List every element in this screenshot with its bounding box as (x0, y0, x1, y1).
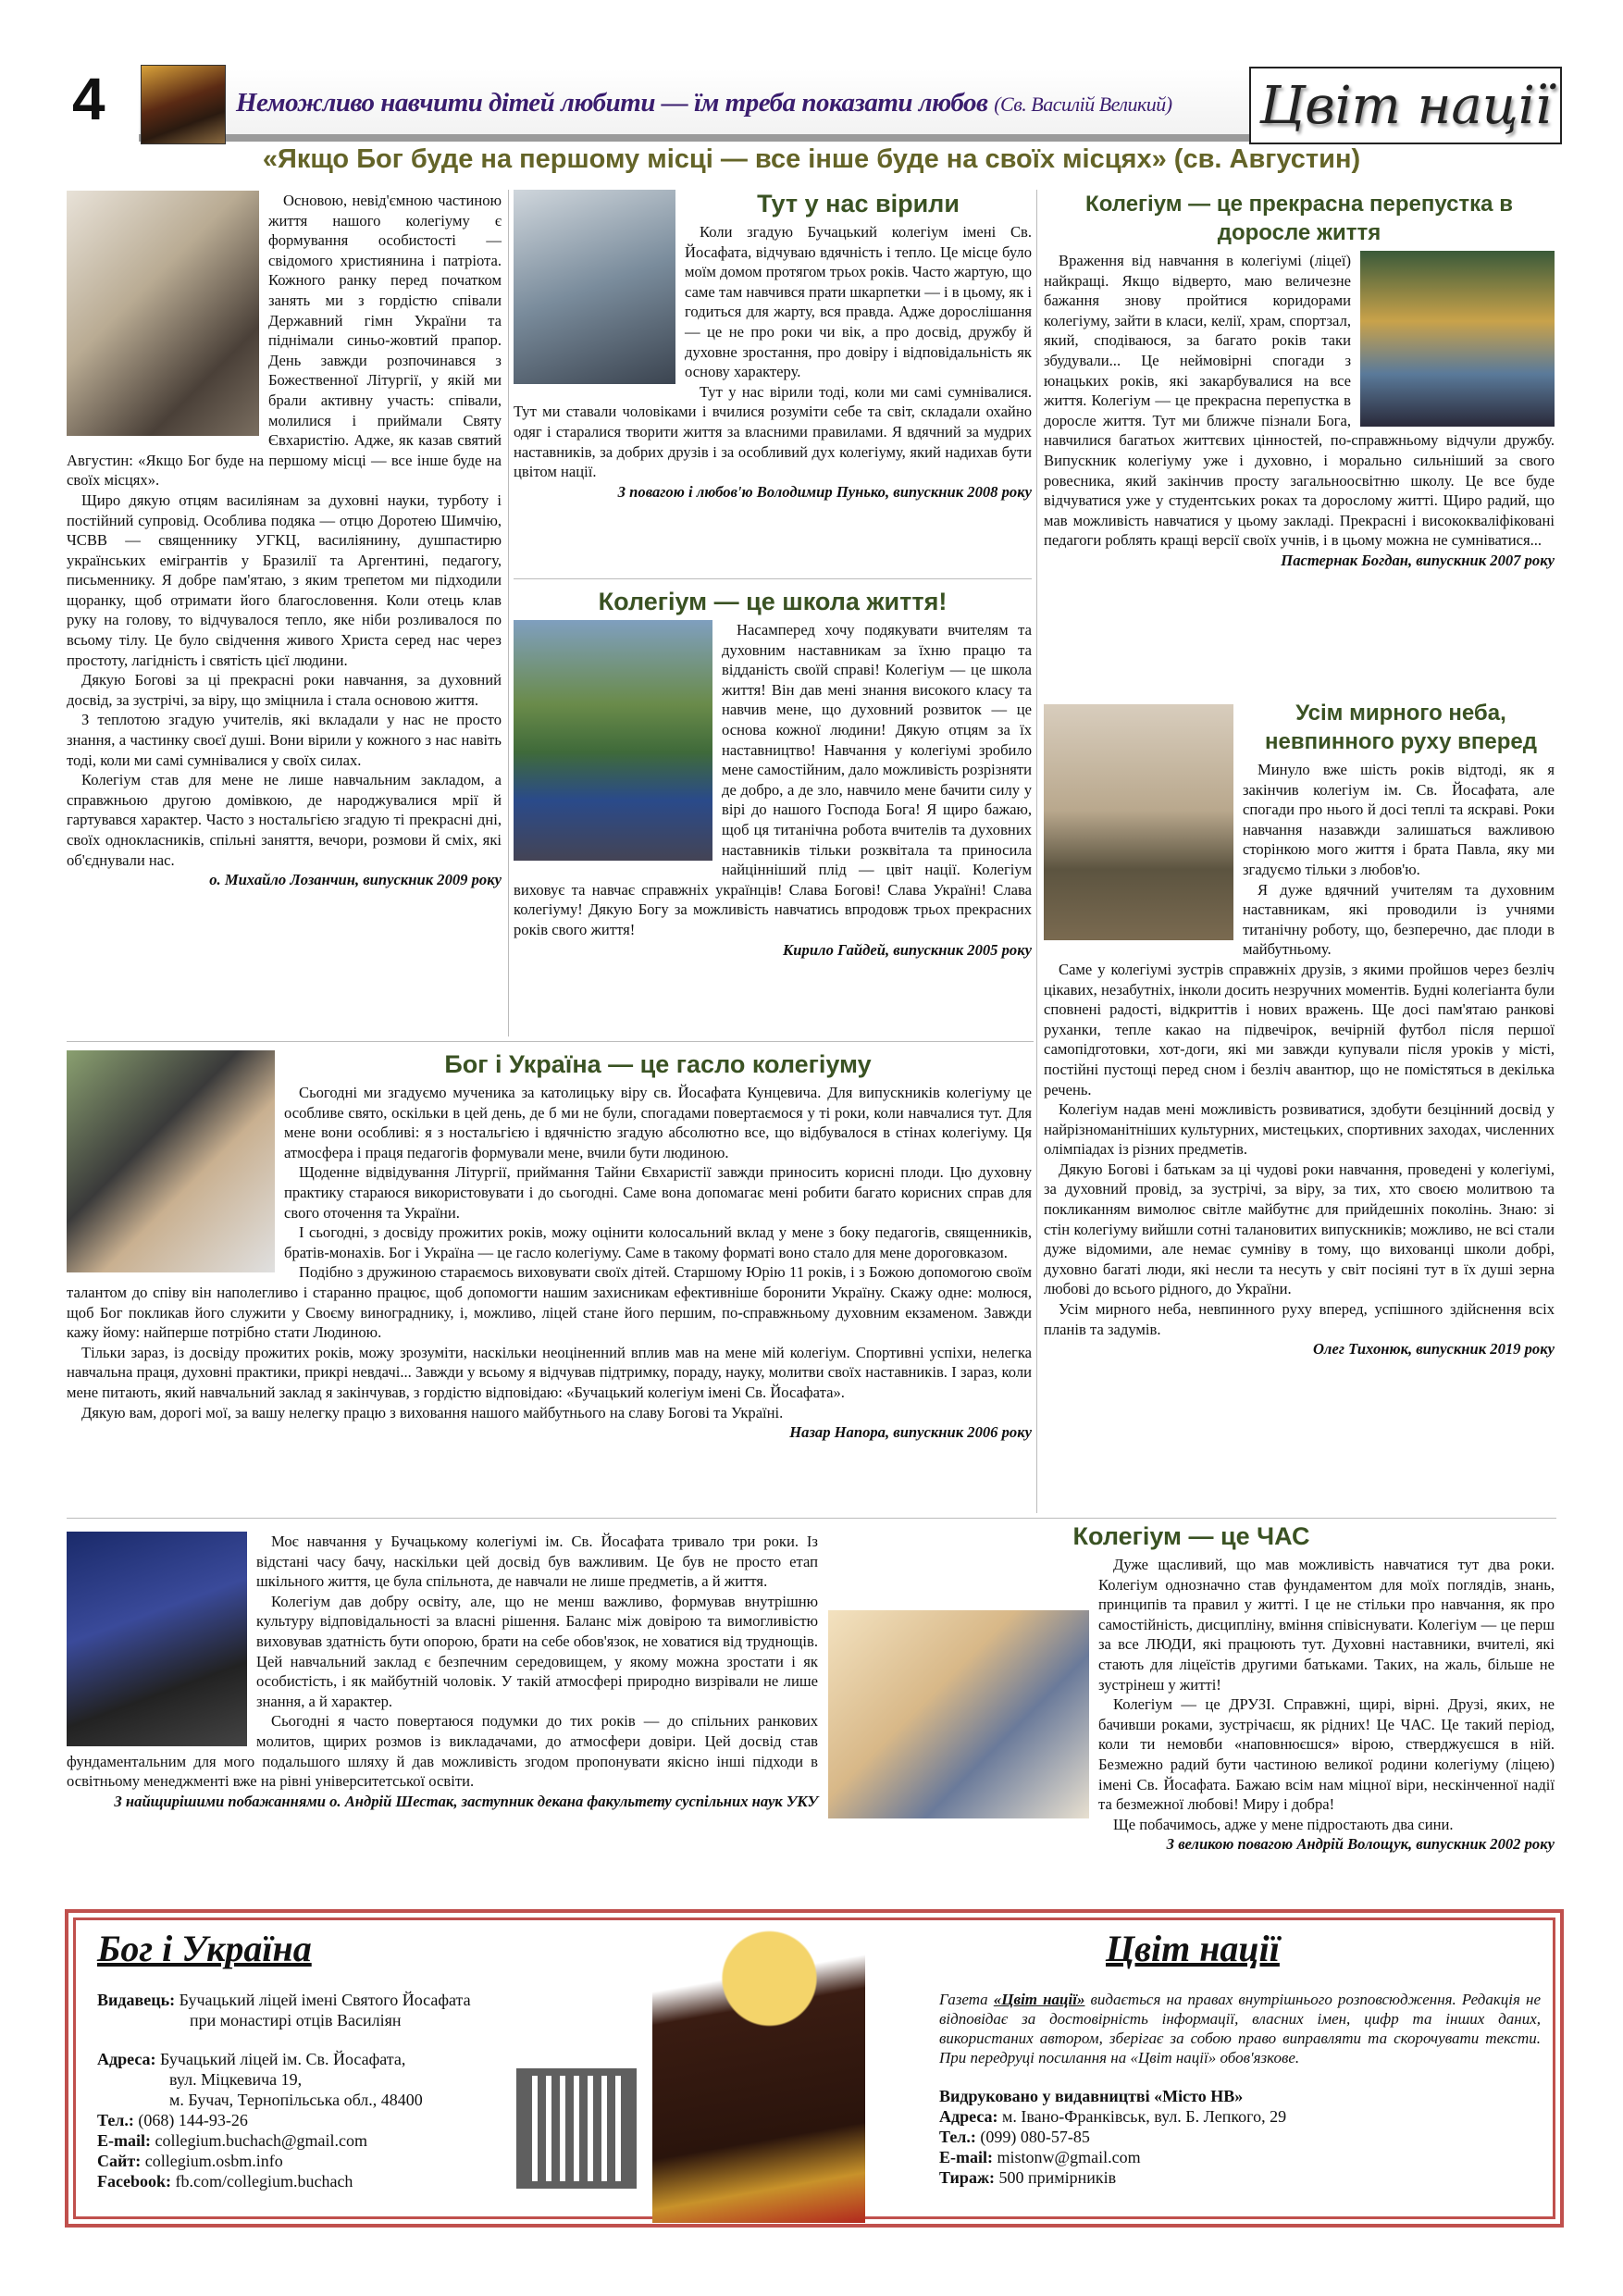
paragraph: Колегіум став для мене не лише навчальним закладом, а справжньою другою домівкою, де народжувалися мрії й гартувався характер. Часто з ностальгією згадую ті прекрасні дні, своїх однокласників, спільні заняття, вечори, розмови й сміх, які об'єднували нас. (67, 771, 502, 869)
disclaimer-text: видається на правах внутрішнього розповсюдження. Редакція не відповідає за достовірність інформації, власних імен, цифр та інших даних, використаних автором, зберігає за собою право виправляти та скорочувати тексти. При передруці посилання на «Цвіт нації» обов'язкове. (939, 1991, 1541, 2066)
paragraph: Дякую Богові за ці прекрасні роки навчання, за духовний досвід, за зустрічі, за віру, що зміцнила і стала основою життя. (67, 671, 502, 709)
label: Видавець: (97, 1991, 176, 2009)
article-voloshchuk (828, 1522, 1555, 1855)
label: E-mail: (97, 2131, 151, 2150)
label: Тел.: (97, 2111, 134, 2129)
label: Адреса: (97, 2050, 156, 2068)
motto-text: Неможливо навчити дітей любити — їм треба показати любов (236, 88, 988, 118)
publisher: Бучацький ліцей імені Святого Йосафата (179, 1991, 471, 2009)
byline: о. Михайло Лозанчин, випускник 2009 року (209, 871, 502, 889)
article-haidei (514, 588, 1032, 960)
email[interactable]: mistonw@gmail.com (997, 2148, 1141, 2166)
printer-name: Видруковано у видавництві «Місто НВ» (939, 2087, 1244, 2105)
paragraph: Щоденне відвідування Літургії, приймання Тайни Євхаристії завжди приносить корисні плоди. Цю духовну практику стараюся використовувати і до сьогодні. Саме вона допомагає мені робити багато корисних справ для свого оточення та України. (284, 1163, 1032, 1222)
paragraph: Подібно з дружиною стараємось виховувати своїх дітей. Старшому Юрію 11 років, і з Божою допомогою своїм талантом до співу він наполегливо і старанно працює, щоб допомогти нашим захисникам ефективніше боронити Україну. Скажу одне: молюся, щоб Бог покликав його служити у Своєму винограднику, і, можливо, ліцей стане його першим, по-справжньому духовним екзаменом. Завжди кажу йому: найперше потрібно стати Людиною. (67, 1263, 1032, 1342)
paragraph: Тут у нас вірили тоді, коли ми самі сумнівалися. Тут ми ставали чоловіками і вчилися розуміти себе та світ, складали охайно одяг і старалися творити життя за власними правилами. Я вдячний за мудрих наставників, за добрих друзів і за особливий дух колегіуму, який надихав бути цвітом нації. (514, 382, 1032, 481)
paragraph: Основою, невід'ємною частиною життя нашого колегіуму є формування особистості — свідомого християнина і патріота. Кожного ранку перед початком занять ми з гордістю співали Державний гімн України та піднімали синьо-жовтий прапор. День завжди розпочинався з Божественної Літургії, у якій ми брали активну участь: співали, молилися і приймали Святу Євхаристію. Адже, як казав святий Августин: «Якщо Бог буде на першому місці — все інше буде на своїх місцях». (67, 192, 502, 490)
photo-young-man (1044, 704, 1233, 940)
article-pasternak (1044, 190, 1555, 571)
paragraph: Дякую вам, дорогі мої, за вашу нелегку працю з виховання нашого майбутнього на славу Богові та Україні. (81, 1403, 784, 1421)
website-link[interactable]: collegium.osbm.info (144, 2152, 283, 2170)
article-title: Колегіум — це прекрасна перепустка в доросле життя (1085, 192, 1513, 245)
label: Сайт: (97, 2152, 142, 2170)
paragraph: Щиро дякую отцям василіянам за духовні науки, турботу і постійний супровід. Особлива подяка — отцю Доротею Шимчію, ЧСВВ — священнику УГКЦ, василіянину, душпастирю українських емігрантів у Бразилії та Аргентині, педагогу, письменнику. Я добре пам'ятаю, з яким трепетом ми підходили щоранку, щоб отримати його благословення. Коли отець клав руку на голову, то відчувалося тепло, яке ніби розливалося по всьому тілу. Це було свідчення живого Христа серед нас через простоту, лагідність і святість цієї людини. (67, 490, 502, 669)
paragraph: Коли згадую Бучацький колегіум імені Св. Йосафата, відчуваю вдячність і тепло. Це місце було моїм домом протягом трьох років. Часто жартую, що саме там навчився прати шкарпетки — і в цьому, як і годиться для жарту, вся правда. Адже дорослішання — це не про роки чи вік, а про досвід, дружбу й духовне зростання, про довіру і відповідальність як основу характеру. (685, 223, 1033, 381)
column-divider (1036, 190, 1037, 1513)
paragraph: Враження від навчання в колегіумі (ліцеї) найкращі. Якщо відверто, маю величезне бажання знову пройтися коридорами колегіуму, зайти в класи, келії, храм, спортзал, який, сподіваюся, за багато років таки збудували... Це неймовірні спогади з юнацьких років, які закарбувалися на все життя. Колегіум — це прекрасна перепустка в доросле життя. Тут ми ближче пізнали Бога, навчилися багатьох життєвих цінностей, по-справжньому відчули дружбу. Випускник колегіуму уже і духовно, і морально сильніший за свого ровесника, який закінчив просту загальноосвітню школу. Це все буде відчуватися уже у студентських роках та дорослому житті. Щиро радий, що мав можливість навчатися у цьому закладі. Прекрасні і висококваліфіковані педагоги роблять кращі версії своїх учнів, і в цьому можна не сумніватися... (1044, 252, 1555, 550)
article-lozanchyn (67, 191, 502, 890)
page-subtitle: «Якщо Бог буде на першому місці — все інше буде на своїх місцях» (св. Августин) (262, 144, 1361, 174)
column-divider (508, 190, 509, 1036)
photo-man (514, 190, 675, 384)
article-title: Усім мирного неба, невпинного руху вперед (1265, 701, 1537, 754)
label: Тел.: (939, 2128, 976, 2146)
header-motto (236, 88, 1172, 118)
article-title: Тут у нас вірили (757, 190, 960, 217)
paragraph: Усім мирного неба, невпинного руху вперед, успішного здійснення всіх планів та задумів. (1044, 1300, 1555, 1338)
article-tykhoniuk (1044, 699, 1555, 1359)
qr-code[interactable] (516, 2068, 637, 2189)
article-title: Колегіум — це школа життя! (598, 588, 948, 615)
label: Facebook: (97, 2172, 171, 2191)
paragraph: Я дуже вдячний учителям та духовним наставникам, які проводили із учнями титанічну роботу, що, безперечно, дає плоди в майбутньому. (1243, 880, 1555, 959)
byline: З великою повагою Андрій Волощук, випускник 2002 року (1166, 1835, 1555, 1854)
paragraph: Насамперед хочу подякувати вчителям та духовним наставникам за їхню працю та відданість своїй справі! Колегіум — це школа життя! Він дав мені знання високого класу та навчив мене, що духовний розвиток — це основа кожної людини! Дякую отцям за їх наставництво! Навчання у колегіумі зробило мене самостійним, дало можливість розрізняти де добро, а де зло, навчило мене бачити силу у вірі до нашого Господа Бога! Я щиро бажаю, щоб ця титанічна робота вчителів та духовних наставників тільки розквітала та приносила найцінніший плід — цвіт нації. Колегіум виховує та навчає справжніх українців! Слава Богові! Слава Україні! Слава колегіуму! Дякую Богу за можливість навчатись впродовж трьох прекрасних років свого життя! (514, 621, 1032, 938)
phone: (099) 080-57-85 (980, 2128, 1090, 2146)
publisher-info (97, 1990, 551, 2191)
photo-stadium (514, 620, 712, 861)
address: м. Івано-Франківськ, вул. Б. Лепкого, 29 (1002, 2107, 1287, 2126)
saint-icon-image (141, 65, 226, 144)
paragraph: Сьогодні ми згадуємо мученика за католицьку віру св. Йосафата Кунцевича. Для випускників колегіуму це особливе свято, оскільки в цей день, де б ми не були, спогадами повертаємося у ті роки, коли навчалися тут. Для мене вони особливі: я з ностальгією і вдячністю згадую абсолютно все, що відбувалося в стінах колегіуму. Ця атмосфера і праця педагогів формували мене, вчили бути людиною. (284, 1084, 1032, 1161)
paragraph: З теплотою згадую учителів, які вкладали у нас не просто знання, а частинку своєї душі. Вони вірили у кожного з нас навіть тоді, коли ми самі сумнівалися у своїх силах. (67, 711, 502, 769)
article-title: Колегіум — це ЧАС (1072, 1522, 1310, 1550)
address: Бучацький ліцей ім. Св. Йосафата, (160, 2050, 406, 2068)
paragraph: Тільки зараз, із досвіду прожитих років, можу зрозуміти, наскільки неоціненний вплив мав на мене мій колегіум. Спортивні успіхи, нелегка навчальна праця, духовні практики, прикрі невдачі... Завжди у всьому я відчував підтримку, пораду, науку, молитви своїх наставників. І зараз, коли мене питають, який навчальний заклад я закінчував, з гордістю відповідаю: «Бучацький колегіум імені Св. Йосафата». (67, 1343, 1032, 1401)
photo-speaker (67, 1532, 247, 1746)
article-punko (514, 190, 1032, 502)
label: Адреса: (939, 2107, 998, 2126)
paragraph: Дуже щасливий, що мав можливість навчатися тут два роки. Колегіум однозначно став фундаментом для моїх поглядів, знань, принципів та правил у житті. І це не стільки про навчання, як про самостійність, дисципліну, вміння співіснувати. Колегіум — це перш за все ЛЮДИ, які працюють тут. Духовні наставники, вчителі, які стають для ліцеїстів другими батьками. Таких, на жаль, більше не зустрінеш у житті! (1098, 1556, 1555, 1694)
article-shestak (67, 1532, 818, 1811)
row-divider (67, 1041, 1034, 1042)
paragraph: Сьогодні я часто повертаюся подумки до тих років — до спільних ранкових молитов, щирих розмов із викладачами, до атмосфери довіри. Цей досвід став фундаментальним для мого подальшого шляху й дав можливість згодом пропонувати якісно інші підходи в освітньому менеджменті вже на рівні університетської освіти. (67, 1712, 818, 1791)
saint-josaphat-image (652, 1925, 865, 2223)
article-napora (67, 1050, 1032, 1443)
paragraph: Моє навчання у Бучацькому колегіумі ім. Св. Йосафата тривало три роки. Із відстані часу бачу, наскільки цей досвід був важливим. Це був не просто етап шкільного життя, це була спільнота, де навчали не лише предметів, а й життя. (256, 1533, 818, 1591)
paragraph: Дякую Богові і батькам за ці чудові роки навчання, проведені у колегіумі, за духовний провід, за зустрічі, за віру, за тих, хто своєю молитвою та покликанням вимолює світле майбутнє для прийдешніх поколінь. Знаю: зі стін колегіуму вийшли сотні талановитих випускників; можливо, не всі стали дуже відомими, але немає сумніву в тому, що вихованці школи добрі, духовно багаті люди, які несли та несуть у світ посіяні тут в їх душі зерна любові до всього рідного, до України. (1044, 1160, 1555, 1298)
label: E-mail: (939, 2148, 993, 2166)
label: Тираж: (939, 2168, 995, 2187)
imprint-left-title: Бог і Україна (97, 1928, 312, 1969)
newspaper-logo: Цвіт нації (1249, 67, 1562, 144)
page-number: 4 (72, 66, 105, 132)
paragraph: Колегіум дав добру освіту, але, що не менш важливо, формував внутрішню культуру відповідальності за власні рішення. Баланс між довірою та вимогливістю виховував здатність бути опорою, брати на себе обов'язок, не ховатися від труднощів. Цей навчальний заклад є безпечним середовищем, у якому можна зростати і як особистість, і як майбутній чоловік. У такій атмосфері природно визрівали не лише знання, а й характер. (256, 1592, 818, 1710)
newspaper-name: «Цвіт нації» (993, 1991, 1085, 2008)
paragraph: Колегіум — це ДРУЗІ. Справжні, щирі, вірні. Друзі, яких, не бачивши роками, зустрічаєш, як рідних! Це ЧАС. Це такий період, коли ти немовби «наповнюєшся» вірою, стверджуєшся в ній. Безмежно радий бути частиною великої родини колегіуму (ліцею) імені Св. Йосафата. Бажаю всім нам міцної віри, нескінченної надії та безмежної любові! Миру і добра! (1098, 1695, 1555, 1814)
facebook-link[interactable]: fb.com/collegium.buchach (175, 2172, 353, 2191)
row-divider (514, 578, 1032, 579)
row-divider (67, 1518, 1556, 1519)
printer-info (939, 1990, 1541, 2188)
byline: Назар Напора, випускник 2006 року (789, 1423, 1032, 1442)
paragraph: Колегіум надав мені можливість розвиватися, здобути безцінний досвід у найрізноманітніших культурних, мистецьких, спортивних заходах, численних олімпіадах із різних предметів. (1044, 1100, 1555, 1159)
photo-family-children (828, 1610, 1089, 1818)
photo-family (67, 1050, 275, 1272)
paragraph: Саме у колегіумі зустрів справжніх друзів, з якими пройшов через безліч цікавих, незабутніх, інколи досить незручних моментів. Будні колегіанта були сповнені радості, відкриттів і нових вражень. Ще досі пам'ятаю ранкові руханки, тепле какао на підвечірок, вечірній футбол після першої самопідготовки, хот-доги, які ми завжди купували після уроків у місті, постійні пустощі перед сном і безліч авантюр, що не помістяться в декілька речень. (1044, 960, 1555, 1098)
byline: Пастернак Богдан, випускник 2007 року (1281, 551, 1555, 569)
byline: Олег Тихонюк, випускник 2019 року (1312, 1340, 1555, 1359)
disclaimer-text: Газета (939, 1991, 994, 2008)
email[interactable]: collegium.buchach@gmail.com (155, 2131, 368, 2150)
photo-priest (67, 191, 259, 436)
disclaimer (939, 1990, 1541, 2067)
paragraph: І сьогодні, з досвіду прожитих років, можу оцінити колосальний вклад у мене з боку педагогів, священників, братів-монахів. Бог і Україна — це гасло колегіуму. Саме в такому форматі воно стало для мене дороговказом. (284, 1223, 1032, 1261)
address: вул. Міцкевича 19, (169, 2070, 303, 2089)
motto-author: (Св. Василій Великий) (994, 93, 1172, 116)
address: м. Бучач, Тернопільська обл., 48400 (169, 2091, 423, 2109)
photo-sports-hall (1360, 251, 1555, 427)
article-title: Бог і Україна — це гасло колегіуму (444, 1050, 872, 1078)
phone: (068) 144-93-26 (138, 2111, 248, 2129)
byline: Кирило Гайдей, випускник 2005 року (783, 940, 1032, 959)
imprint-right-title: Цвіт нації (1106, 1928, 1280, 1969)
print-run: 500 примірників (998, 2168, 1117, 2187)
paragraph: Минуло вже шість років відтоді, як я закінчив колегіум ім. Св. Йосафата, але спогади про нього й досі теплі та яскраві. Роки навчання назавжди залишаться важливою сторінкою мого життя і брата Павла, яку ми згадуємо тільки з любов'ю. (1243, 761, 1555, 878)
byline: З найщирішими побажаннями о. Андрій Шестак, заступник декана факультету суспільних наук УКУ (114, 1792, 818, 1810)
paragraph: Ще побачимось, адже у мене підростають два сини. (1113, 1815, 1454, 1833)
publisher-line2: при монастирі отців Василіян (190, 2011, 402, 2029)
byline: З повагою і любов'ю Володимир Пунько, випускник 2008 року (617, 482, 1032, 501)
